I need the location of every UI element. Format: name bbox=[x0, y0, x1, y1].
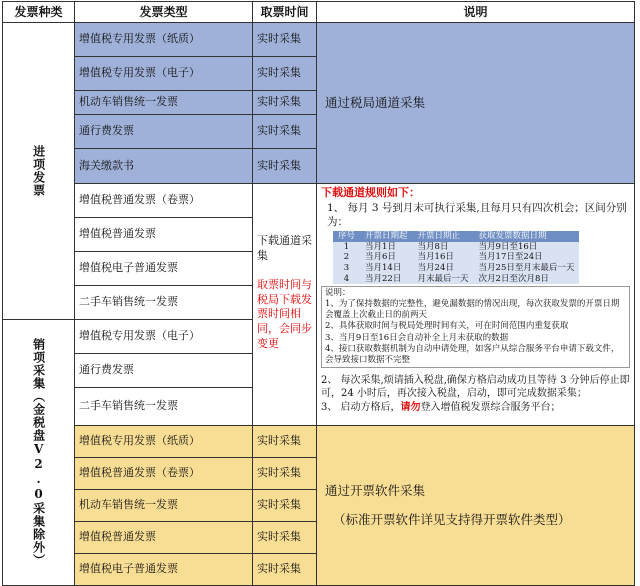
schedule-cell: 当月25日至月末最后一天 bbox=[474, 263, 580, 274]
invoice-type: 机动车销售统一发票 bbox=[75, 490, 253, 522]
collect-time: 实时采集 bbox=[253, 91, 317, 115]
invoice-type: 增值税普通发票 bbox=[75, 522, 253, 554]
invoice-type: 二手车销售统一发票 bbox=[75, 286, 253, 320]
schedule-row bbox=[333, 252, 579, 263]
rules-title: 下载通道规则如下： bbox=[321, 186, 420, 199]
schedule-cell: 月末最后一天 bbox=[413, 274, 474, 285]
schedule-cell: 次月2日至次月8日 bbox=[474, 274, 580, 285]
download-time-cell bbox=[253, 184, 317, 426]
invoice-collection-table bbox=[2, 1, 635, 586]
invoice-type: 增值税电子普通发票 bbox=[75, 252, 253, 286]
schedule-header: 开票日期起 bbox=[360, 231, 413, 242]
schedule-cell: 1 bbox=[333, 242, 360, 253]
invoice-type: 增值税普通发票 bbox=[75, 218, 253, 252]
invoice-type: 增值税普通发票（卷票） bbox=[75, 184, 253, 218]
schedule-cell: 4 bbox=[333, 274, 360, 285]
table-row bbox=[3, 23, 635, 57]
collect-time: 实时采集 bbox=[253, 426, 317, 458]
invoice-type: 增值税专用发票（电子） bbox=[75, 320, 253, 354]
schedule-cell: 当月22日 bbox=[360, 274, 413, 285]
explanation-line: 说明： bbox=[325, 288, 351, 299]
schedule-cell: 当月9日至16日 bbox=[474, 242, 580, 253]
schedule-header: 开票日期止 bbox=[413, 231, 474, 242]
download-time-label: 下载通道采集 bbox=[257, 234, 312, 262]
explanation-line: 1、为了保持数据的完整性，避免漏数据的情况出现，每次获取发票的开票日期会覆盖上次截止日的前两天 bbox=[325, 299, 620, 321]
software-note-line2: （标准开票软件详见支持得开票软件类型） bbox=[333, 511, 571, 527]
category-input-invoice: 进项发票 bbox=[3, 23, 75, 320]
explanation-box bbox=[321, 286, 630, 367]
collect-time: 实时采集 bbox=[253, 57, 317, 91]
invoice-type: 二手车销售统一发票 bbox=[75, 388, 253, 426]
header-row bbox=[3, 2, 635, 23]
invoice-type: 通行费发票 bbox=[75, 354, 253, 388]
invoice-type: 增值税专用发票（纸质） bbox=[75, 23, 253, 57]
explanation-line: 4、接口获取数据机制为自动申请处理，如客户从综合服务平台申请下载文件，会导致接口数据不完整 bbox=[325, 343, 620, 365]
invoice-type: 机动车销售统一发票 bbox=[75, 91, 253, 115]
software-note-line1: 通过开票软件采集 bbox=[325, 482, 426, 498]
software-note bbox=[317, 426, 635, 586]
rule-point-2: 2、 每次采集,烦请插入税盘,确保方格启动成功且等待 3 分钟后停止即可，24 小时后，再次接入税盘，启动，即可完成数据采集； bbox=[321, 374, 630, 400]
schedule-row bbox=[333, 242, 579, 253]
invoice-type: 增值税专用发票（电子） bbox=[75, 57, 253, 91]
collect-time: 实时采集 bbox=[253, 23, 317, 57]
collect-time: 实时采集 bbox=[253, 458, 317, 490]
schedule-row bbox=[333, 263, 579, 274]
download-time-red: 取票时间与税局下载发票时间相同，会同步变更 bbox=[257, 277, 312, 351]
collect-time: 实时采集 bbox=[253, 115, 317, 149]
schedule-cell: 当月24日 bbox=[413, 263, 474, 274]
download-rules bbox=[317, 184, 635, 426]
table-row bbox=[3, 426, 635, 458]
schedule-header: 序号 bbox=[333, 231, 360, 242]
download-schedule-table bbox=[333, 231, 579, 284]
schedule-header-row bbox=[333, 231, 579, 242]
schedule-cell: 当月14日 bbox=[360, 263, 413, 274]
invoice-type: 增值税电子普通发票 bbox=[75, 554, 253, 586]
tax-channel-note: 通过税局通道采集 bbox=[317, 23, 635, 184]
schedule-cell: 2 bbox=[333, 252, 360, 263]
table-row bbox=[3, 184, 635, 218]
point3-pre: 3、 启动方格后， bbox=[321, 401, 401, 413]
point3-red: 请勿 bbox=[400, 401, 421, 413]
collect-time: 实时采集 bbox=[253, 554, 317, 586]
explanation-line: 2、具体获取时间与税局处理时间有关，可在时间范围内重复获取 bbox=[325, 321, 569, 332]
header-note: 说明 bbox=[317, 2, 635, 23]
schedule-header: 获取发票数据日期 bbox=[474, 231, 580, 242]
collect-time: 实时采集 bbox=[253, 490, 317, 522]
explanation-line: 3、当月9日至16日会自动补全上月未获取的数据 bbox=[325, 332, 509, 343]
schedule-cell: 当月6日 bbox=[360, 252, 413, 263]
rule-point-3 bbox=[321, 401, 630, 415]
schedule-row bbox=[333, 274, 579, 285]
schedule-cell: 当月16日 bbox=[413, 252, 474, 263]
point3-post: 登入增值税发票综合服务平台； bbox=[420, 401, 561, 413]
schedule-cell: 3 bbox=[333, 263, 360, 274]
collect-time: 实时采集 bbox=[253, 149, 317, 184]
header-type: 发票类型 bbox=[75, 2, 253, 23]
schedule-cell: 当月1日 bbox=[360, 242, 413, 253]
schedule-cell: 当月17日至24日 bbox=[474, 252, 580, 263]
invoice-type: 增值税普通发票（卷票） bbox=[75, 458, 253, 490]
header-time: 取票时间 bbox=[253, 2, 317, 23]
invoice-type: 通行费发票 bbox=[75, 115, 253, 149]
invoice-type: 海关缴款书 bbox=[75, 149, 253, 184]
schedule-cell: 当月8日 bbox=[413, 242, 474, 253]
invoice-type: 增值税专用发票（纸质） bbox=[75, 426, 253, 458]
header-category: 发票种类 bbox=[3, 2, 75, 23]
rule-point-1: 1、 每月 3 号到月末可执行采集,且每月只有四次机会；区间分别为： bbox=[327, 201, 627, 229]
category-output-invoice: 销项采集（金税盘V2.0采集除外） bbox=[3, 320, 75, 586]
collect-time: 实时采集 bbox=[253, 522, 317, 554]
